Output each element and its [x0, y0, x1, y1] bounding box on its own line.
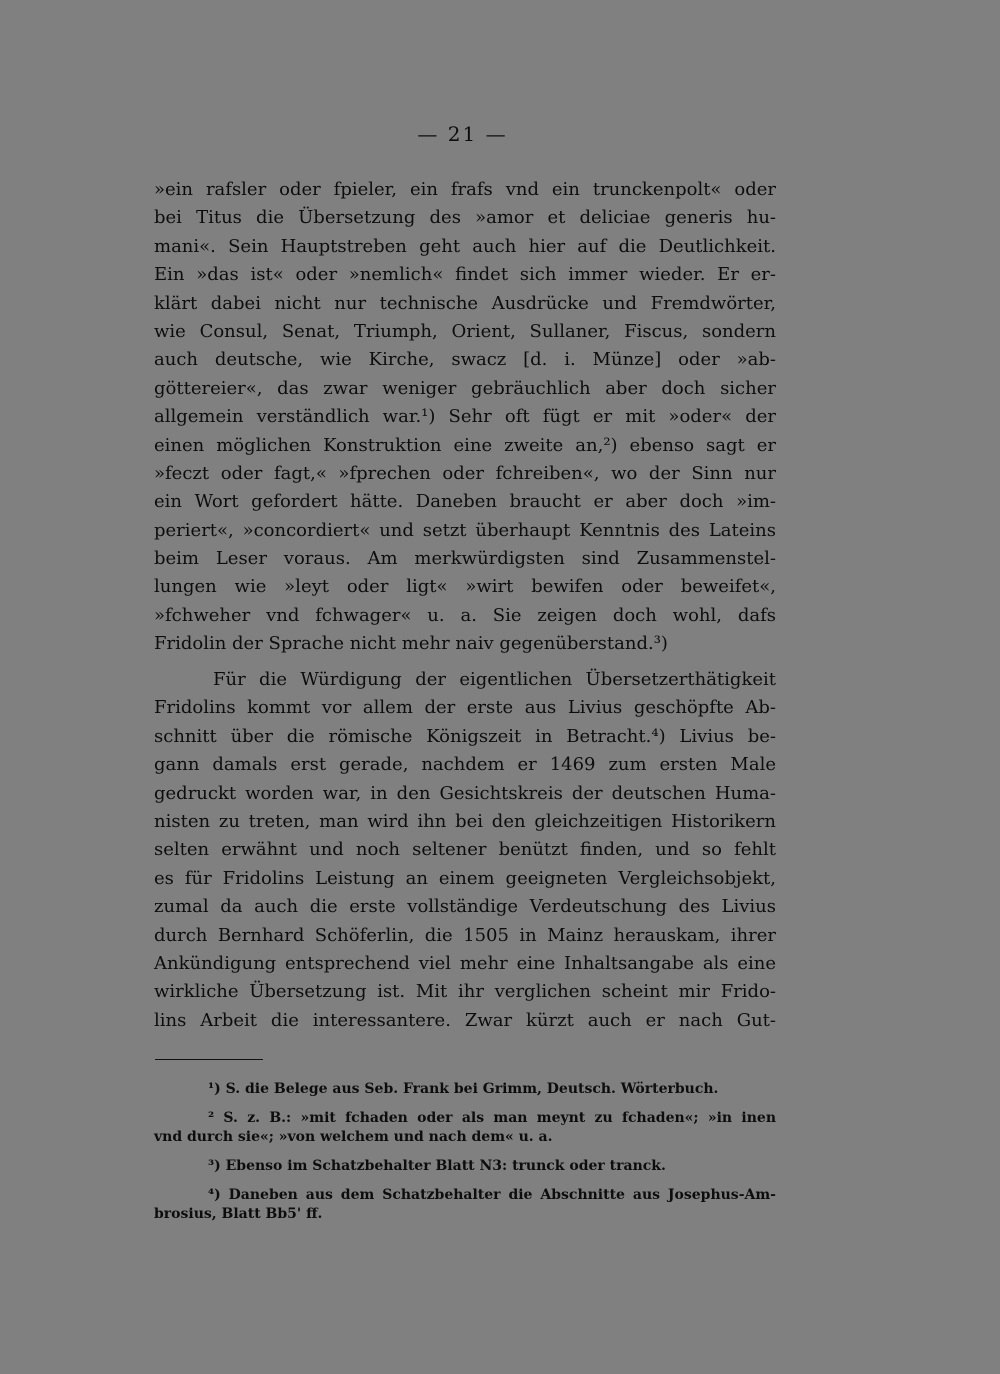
text-line: selten erwähnt und noch seltener benützt finden, und so fehlt	[154, 839, 776, 861]
text-line: »feczt oder fagt,« »fprechen oder fchreiben«, wo der Sinn nur	[154, 462, 776, 484]
text-line: beim Leser voraus. Am merkwürdigsten sind Zusammenstel-	[154, 548, 776, 570]
text-line: wirkliche Übersetzung ist. Mit ihr verglichen scheint mir Frido-	[154, 981, 776, 1003]
footnote-4	[154, 1186, 776, 1224]
text-line: allgemein verständlich war.¹) Sehr oft fügt er mit »oder« der	[154, 406, 776, 428]
footnote-line: ² S. z. B.: »mit fchaden oder als man meynt zu fchaden«; »in inen	[208, 1110, 776, 1126]
footnote-separator	[155, 1059, 263, 1060]
page-number: — 21 —	[417, 122, 508, 146]
text-line: schnitt über die römische Königszeit in Betracht.⁴) Livius be-	[154, 725, 776, 747]
text-line: Fridolin der Sprache nicht mehr naiv gegenüberstand.³)	[154, 633, 668, 655]
text-line: klärt dabei nicht nur technische Ausdrücke und Fremdwörter,	[154, 292, 776, 314]
text-line: »fchweher vnd fchwager« u. a. Sie zeigen doch wohl, dafs	[154, 604, 776, 626]
text-line: nisten zu treten, man wird ihn bei den gleichzeitigen Historikern	[154, 810, 776, 832]
text-line: »ein rafsler oder fpieler, ein frafs vnd ein trunckenpolt« oder	[154, 179, 776, 200]
text-line: lins Arbeit die interessantere. Zwar kürzt auch er nach Gut-	[154, 1009, 776, 1031]
text-line: göttereier«, das zwar weniger gebräuchlich aber doch sicher	[154, 377, 776, 399]
paragraph-2	[154, 666, 776, 1035]
text-line: mani«. Sein Hauptstreben geht auch hier auf die Deutlichkeit.	[154, 235, 776, 257]
text-line: wie Consul, Senat, Triumph, Orient, Sullaner, Fiscus, sondern	[154, 320, 776, 342]
text-line: periert«, »concordiert« und setzt überhaupt Kenntnis des Lateins	[154, 519, 776, 541]
text-line: es für Fridolins Leistung an einem geeigneten Vergleichsobjekt,	[154, 867, 776, 889]
text-line: Fridolins kommt vor allem der erste aus Livius geschöpfte Ab-	[154, 697, 776, 719]
text-line: Ankündigung entsprechend viel mehr eine Inhaltsangabe als eine	[154, 952, 776, 974]
text-line: lungen wie »leyt oder ligt« »wirt bewifen oder beweifet«,	[154, 576, 776, 598]
footnote-2	[154, 1109, 776, 1147]
text-line: auch deutsche, wie Kirche, swacz [d. i. Münze] oder »ab-	[154, 349, 776, 371]
text-line: Für die Würdigung der eigentlichen Übersetzerthätigkeit	[213, 669, 776, 690]
text-line: durch Bernhard Schöferlin, die 1505 in Mainz herauskam, ihrer	[154, 924, 776, 946]
text-line: gedruckt worden war, in den Gesichtskreis der deutschen Huma-	[154, 782, 776, 804]
text-line: ein Wort gefordert hätte. Daneben braucht er aber doch »im-	[154, 491, 776, 513]
footnote-line: vnd durch sie«; »von welchem und nach dem« u. a.	[154, 1129, 553, 1145]
text-line: bei Titus die Übersetzung des »amor et deliciae generis hu-	[154, 207, 776, 229]
footnote-1	[154, 1080, 776, 1099]
text-line: einen möglichen Konstruktion eine zweite an,²) ebenso sagt er	[154, 434, 776, 456]
footnote-line: ¹) S. die Belege aus Seb. Frank bei Grimm, Deutsch. Wörterbuch.	[208, 1081, 719, 1097]
text-line: Ein »das ist« oder »nemlich« findet sich immer wieder. Er er-	[154, 264, 776, 286]
text-line: zumal da auch die erste vollständige Verdeutschung des Livius	[154, 896, 776, 918]
text-line: gann damals erst gerade, nachdem er 1469 zum ersten Male	[154, 754, 776, 776]
footnotes	[154, 1080, 776, 1234]
footnote-line: ³) Ebenso im Schatzbehalter Blatt N3: trunck oder tranck.	[208, 1158, 666, 1174]
footnote-line: ⁴) Daneben aus dem Schatzbehalter die Abschnitte aus Josephus-Am-	[208, 1187, 776, 1203]
paragraph-1	[154, 176, 776, 659]
footnote-3	[154, 1157, 776, 1176]
footnote-line: brosius, Blatt Bb5' ff.	[154, 1206, 323, 1222]
